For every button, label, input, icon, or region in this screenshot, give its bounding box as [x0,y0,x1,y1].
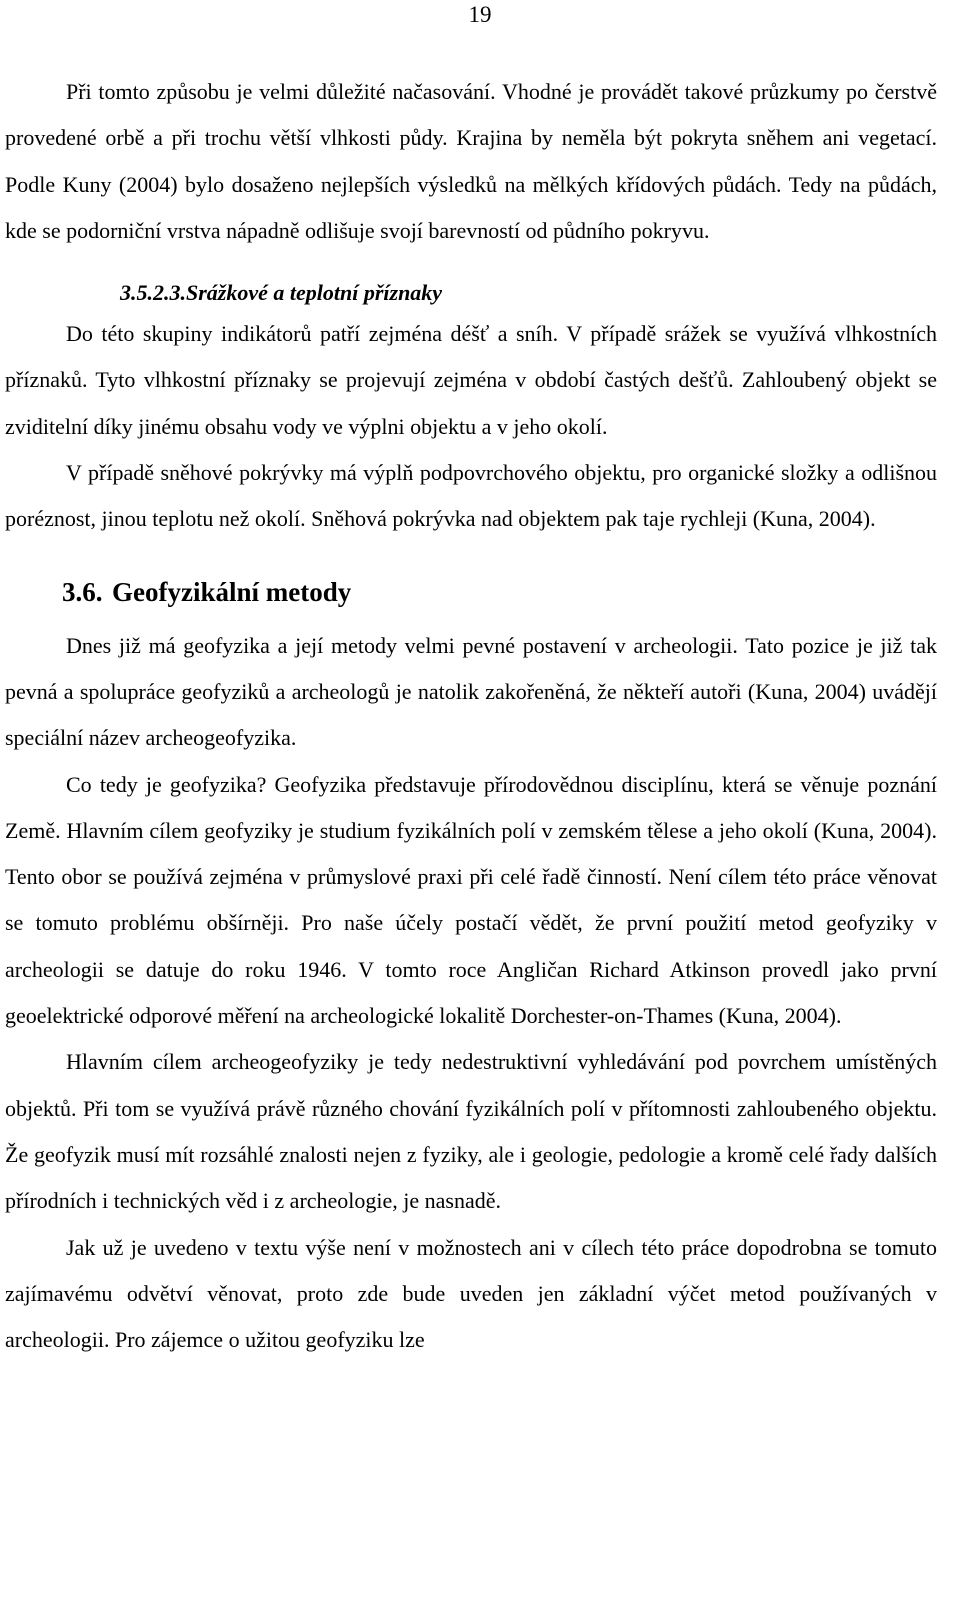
subsection-title: Srážkové a teplotní příznaky [186,280,443,306]
page-number: 19 [468,2,492,27]
subsection-paragraph: V případě sněhové pokrývky má výplň podpovrchového objektu, pro organické složky a odlišnou poréznost, jinou teplotu než okolí. Sněhová pokrývka nad objektem pak taje rychleji (Kuna, 2004). [5,460,937,532]
page-content [5,69,937,1363]
section-paragraph: Co tedy je geofyzika? Geofyzika představuje přírodovědnou disciplínu, která se věnuje poznání Země. Hlavním cílem geofyziky je studium fyzikálních polí v zemském tělese a jeho okolí (Kuna, 2004). Tento obor se používá zejména v průmyslové praxi při celé řadě činností. Není cílem této práce věnovat se tomuto problému obšírněji. Pro naše účely postačí vědět, že první použití metod geofyziky v archeologii se datuje do roku 1946. V tomto roce Angličan Richard Atkinson provedl jako první geoelektrické odporové měření na archeologické lokalitě Dorchester-on-Thames (Kuna, 2004). [5,771,937,1029]
section-paragraph: Hlavním cílem archeogeofyziky je tedy nedestruktivní vyhledávání pod povrchem umístěných objektů. Při tom se využívá právě různého chování fyzikálních polí v přítomnosti zahloubeného objektu. Že geofyzik musí mít rozsáhlé znalosti nejen z fyziky, ale i geologie, pedologie a kromě celé řady dalších přírodních i technických věd i z archeologie, je nasnadě. [5,1049,937,1214]
section-heading [5,570,937,614]
section-paragraph: Jak už je uvedeno v textu výše není v možnostech ani v cílech této práce dopodrobna se tomuto zajímavému odvětví věnovat, proto zde bude uveden jen základní výčet metod používaných v archeologii. Pro zájemce o užitou geofyziku lze [5,1234,937,1353]
subsection-paragraph: Do této skupiny indikátorů patří zejména déšť a sníh. V případě srážek se využívá vlhkostních příznaků. Tyto vlhkostní příznaky se projevují zejména v období častých dešťů. Zahloubený objekt se zviditelní díky jinému obsahu vody ve výplni objektu a v jeho okolí. [5,321,937,439]
subsection-heading [5,275,937,311]
section-title: Geofyzikální metody [112,576,352,607]
section-number: 3.6. [62,576,103,607]
section-paragraph: Dnes již má geofyzika a její metody velmi pevné postavení v archeologii. Tato pozice je již tak pevná a spolupráce geofyziků a archeologů je natolik zakořeněná, že někteří autoři (Kuna, 2004) uvádějí speciální název archeogeofyzika. [5,632,937,751]
subsection-number: 3.5.2.3. [120,280,186,306]
intro-paragraph: Při tomto způsobu je velmi důležité načasování. Vhodné je provádět takové průzkumy po čerstvě provedené orbě a při trochu větší vlhkosti půdy. Krajina by neměla být pokryta sněhem ani vegetací. Podle Kuny (2004) bylo dosaženo nejlepších výsledků na mělkých křídových půdách. Tedy na půdách, kde se podorniční vrstva nápadně odlišuje svojí barevností od půdního pokryvu. [5,79,937,243]
